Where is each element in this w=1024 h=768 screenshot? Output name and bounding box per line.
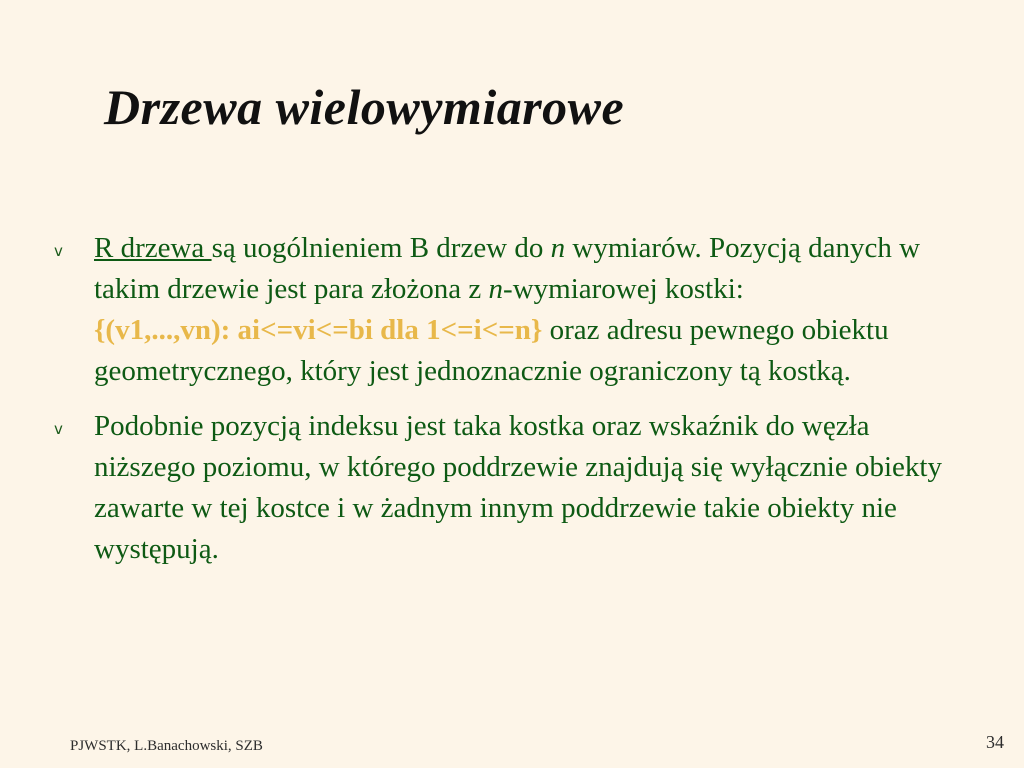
bullet1-part3: -wymiarowej kostki: [503,273,744,305]
bullet1-part1: są uogólnieniem B drzew do [211,232,551,264]
bullet1-part2: wymiarów. Pozycją danych w takim drzewie jest para złożona z [94,232,921,305]
page-number: 34 [986,732,1004,752]
bullet-marker-icon: v [54,420,63,438]
bullet-marker-icon: v [54,242,63,260]
bullet-item-1 [48,228,968,392]
bullet-item-2 [48,406,968,570]
bullet-text-1 [94,228,968,392]
bullet-list [48,228,968,584]
formula-highlight: {(v1,...,vn): ai<=vi<=bi dla 1<=i<=n} [94,314,543,346]
r-drzewa-term: R drzewa [94,232,212,264]
slide-title: Drzewa wielowymiarowe [104,79,625,135]
footer-credit: PJWSTK, L.Banachowski, SZB [70,738,263,754]
bullet1-n-var: n [550,232,566,264]
bullet1-part4: oraz adresu pewnego obiektu geometrycznego, który jest jednoznacznie ograniczony tą kostką. [94,314,889,387]
bullet-text-2: Podobnie pozycją indeksu jest taka kostka oraz wskaźnik do węzła niższego poziomu, w którego poddrzewie znajdują się wyłącznie obiekty zawarte w tej kostce i w żadnym innym poddrzewie takie obiekty nie występują. [94,410,942,565]
bullet1-n-var-2: n [488,273,504,305]
